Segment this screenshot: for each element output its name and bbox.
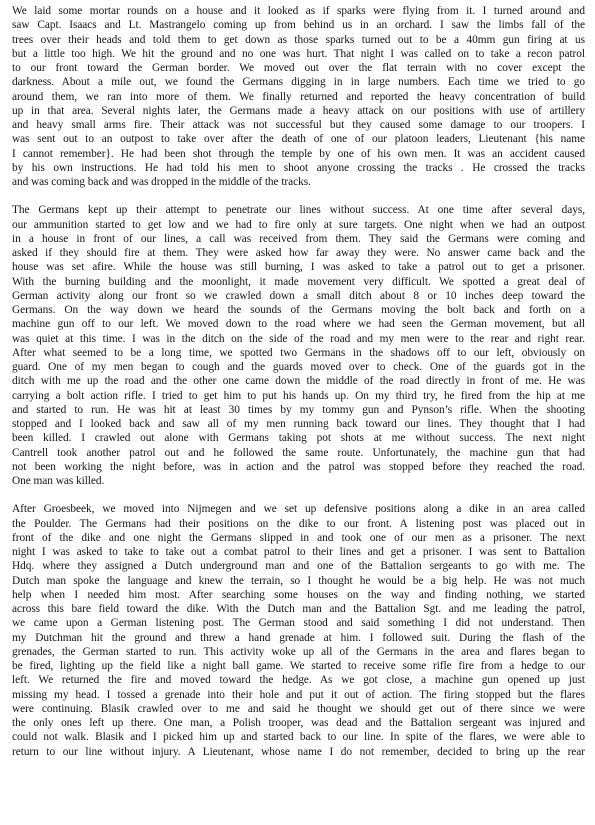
- text-line: help when I needed him most. After searching some houses on the way and finding nothing, we started: [12, 588, 585, 601]
- text-line: Hdq. where they assigned a Dutch underground man and one of the Battalion sergeants to go with me. The: [12, 560, 585, 573]
- text-line: One man was killed.: [12, 475, 105, 487]
- text-line: be fired, lighting up the field like a night ball game. We started to receive some rifle fire from a hedge to our: [12, 660, 585, 672]
- text-line: missing my head. I tossed a grenade into their hole and put it out of action. The firing stopped but the flares: [12, 688, 585, 701]
- text-line: my Dutchman hit the ground and threw a hand grenade at him. I followed suit. During the flash of the: [12, 631, 585, 644]
- paragraph: [12, 502, 585, 759]
- text-line: night I was asked to take to take out a combat patrol to their lines and get a prisoner. I was sent to Battalion: [12, 546, 585, 558]
- paragraph: [12, 203, 585, 488]
- text-line: the only ones left up there. One man, a Polish trooper, was dead and the Battalion sergeant was injured and: [12, 717, 585, 729]
- text-line: front of the dike and one night the Germans slipped in and took one of our men as a prisoner. The next: [12, 531, 585, 544]
- text-line: our ammunition started to get low and we had to fire only at sure targets. One night when we had an outpost: [12, 218, 585, 231]
- text-line: Germans. On the way down we heard the sounds of the Germans moving the bolt back and forth on a: [12, 304, 585, 316]
- text-line: guard. One of my men began to cough and the guards moved over to check. One of the guards got in the: [12, 361, 585, 373]
- text-line: could not walk. Blasik and I picked him up and started back to our line. In spite of the flares, we were able to: [12, 731, 585, 744]
- text-line: After Groesbeek, we moved into Nijmegen and we set up defensive positions along a dike in an area called: [12, 503, 585, 516]
- text-line: to our front toward the German border. We moved out over the flat terrain with no cover except the: [12, 62, 585, 74]
- text-line: the Poulder. The Germans had their positions on the dike to our front. A listening post was placed out in: [12, 517, 585, 530]
- text-line: stopped and I looked back and saw all of my men running back toward our lines. They thought that I had: [12, 418, 585, 430]
- text-line: Dutch man spoke the language and knew the terrain, so I thought he would be a big help. He was not much: [12, 574, 585, 587]
- text-line: darkness. About a mile out, we found the Germans digging in in large numbers. Each time we tried to go: [12, 76, 585, 89]
- text-line: I cannot remember}. He had been shot through the temple by one of his own men. It was an accident caused: [12, 147, 585, 160]
- text-line: return to our line without injury. A Lieutenant, whose name I do not remember, decided to bring up the rear: [12, 745, 585, 758]
- text-line: but a little too high. We hit the ground and no one was hurt. That night I was called on to take a recon patrol: [12, 47, 585, 60]
- text-line: across this bare field toward the dike. With the Dutch man and the Battalion Sgt. and me leading the patrol,: [12, 603, 585, 615]
- text-line: by his own instructions. He had told his men to shoot anyone crossing the tracks . He crossed the tracks: [12, 161, 585, 174]
- text-line: and was coming back and was dropped in the middle of the tracks.: [12, 176, 311, 188]
- text-line: saw Capt. Isaacs and Lt. Mastrangelo coming up from behind us in an orchard. I saw the limbs fall of the: [12, 19, 585, 32]
- text-line: we came upon a German listening post. The German stood and said something I did not understand. Then: [12, 617, 585, 630]
- text-line: been killed. I crawled out alone with Germans taking pot shots at me without success. The next night: [12, 432, 585, 445]
- text-line: machine gun off to our left. We moved down to the road where we had seen the German movement, but all: [12, 318, 585, 331]
- text-line: around them, we ran into more of them. We finally returned and reported the heavy concentration of build: [12, 90, 585, 103]
- text-line: We laid some mortar rounds on a house and it looked as if sparks were flying from it. I turned around and: [12, 5, 585, 17]
- text-line: and heavy small arms fire. Their attack was not successful but they caused some damage to our troopers. I: [12, 119, 585, 131]
- text-line: carrying a bolt action rifle. I tried to get him to put his hands up. On my third try, he fired from the hip at me: [12, 389, 585, 402]
- text-line: Cantrell took another patrol out and he followed the same route. Unfortunately, the machine gun that had: [12, 446, 585, 459]
- text-line: grenades, the German started to run. This activity woke up all of the Germans in the area and flares began to: [12, 645, 585, 658]
- text-line: and started to run. He was hit at least 30 times by my tommy gun and Pynson’s rifle. When the shooting: [12, 403, 585, 416]
- text-line: The Germans kept up their attempt to penetrate our lines without success. At one time after several days,: [12, 204, 585, 217]
- text-line: were continuing. Blasik crawled over to me and said he thought we should get out of there since we were: [12, 702, 585, 715]
- text-line: was sent out to an outpost to take over after the death of one of our platoon leaders, Lieutenant {his name: [12, 133, 585, 146]
- text-line: asked if they should fire at them. They were asked how far away they were. No answer came back and the: [12, 247, 585, 259]
- text-line: ditch with me up the road and the other one came down the middle of the road directly in front of me. He was: [12, 375, 585, 388]
- text-line: was quiet at this time. I was in the ditch on the side of the road and my men were to the rear and right rear.: [12, 332, 585, 345]
- text-line: left. We returned the fire and moved toward the hedge. As we got close, a machine gun opened up just: [12, 674, 585, 687]
- text-line: After what seemed to be a long time, we spotted two Germans in the shadows off to our left, obviously on: [12, 346, 585, 359]
- text-line: house was set afire. While the house was still burning, I was asked to take a patrol out to get a prisoner.: [12, 261, 585, 274]
- text-line: trees over their heads and told them to get down as those sparks turned out to be a 40mm gun firing at us: [12, 33, 585, 46]
- text-line: German activity along our front so we crawled down a small ditch about 8 or 10 inches deep toward the: [12, 289, 585, 302]
- text-line: in a house in front of our lines, a call was received from them. They said the Germans were coming and: [12, 232, 585, 245]
- text-line: not been working the night before, was in action and the patrol was stopped before they reached the road.: [12, 460, 585, 473]
- text-line: up in that area. Several nights later, the Germans made a heavy attack on our positions with use of artillery: [12, 104, 585, 117]
- text-line: With the burning building and the moonlight, it made movement very difficult. We spotted a great deal of: [12, 275, 585, 288]
- paragraph: [12, 4, 585, 189]
